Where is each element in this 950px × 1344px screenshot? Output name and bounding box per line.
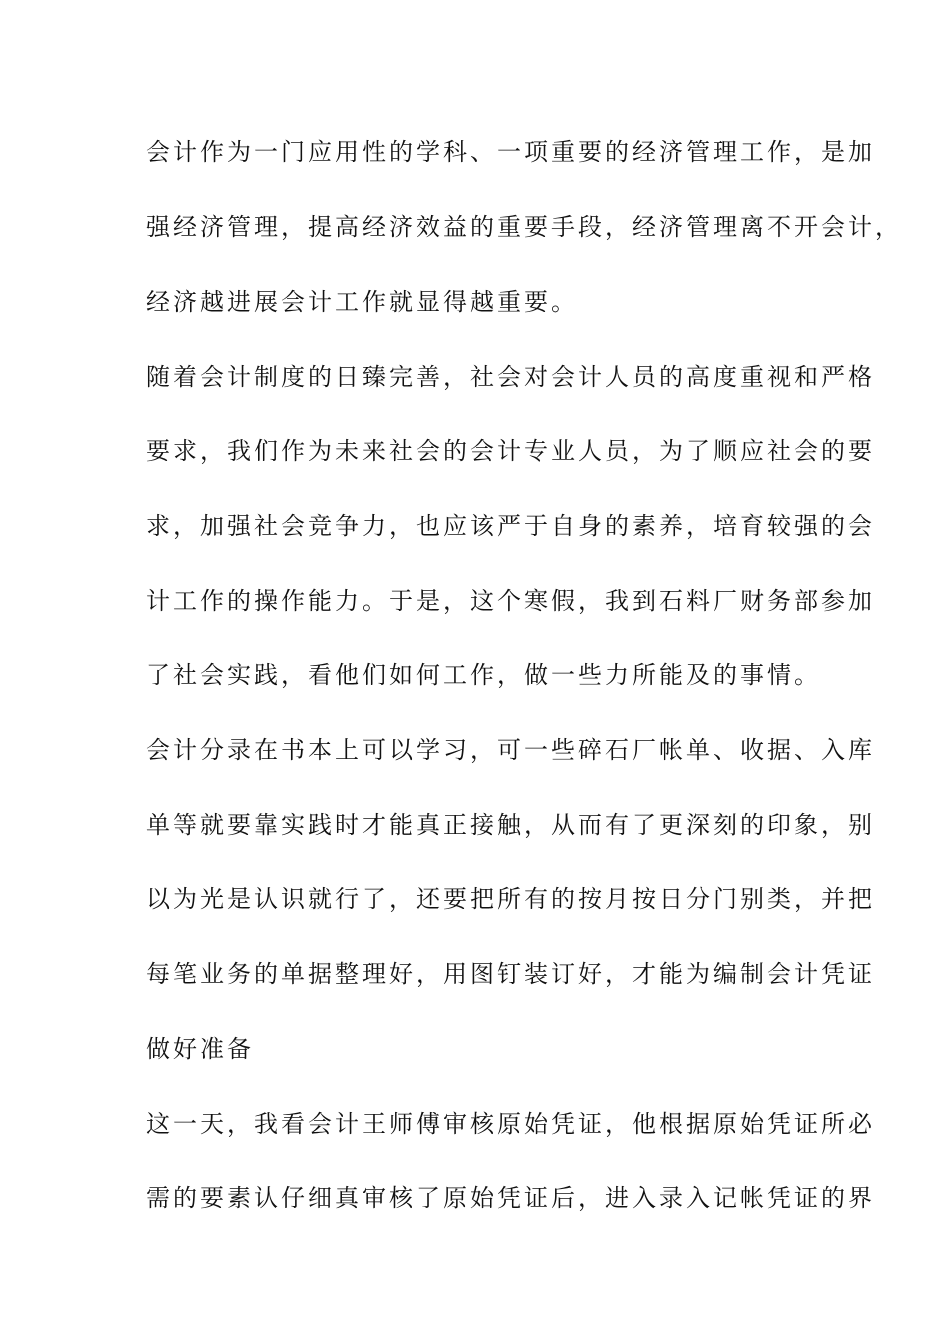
text-line: 要求，我们作为未来社会的会计专业人员，为了顺应社会的要 [146,437,875,465]
text-line: 做好准备 [146,1035,254,1063]
text-line: 强经济管理，提高经济效益的重要手段，经济管理离不开会计， [146,213,902,241]
text-line: 单等就要靠实践时才能真正接触，从而有了更深刻的印象，别 [146,811,875,839]
text-line: 了社会实践，看他们如何工作，做一些力所能及的事情。 [146,661,821,689]
text-line: 经济越进展会计工作就显得越重要。 [146,288,578,316]
text-line: 求，加强社会竞争力，也应该严于自身的素养，培育较强的会 [146,512,875,540]
text-line: 会计作为一门应用性的学科、一项重要的经济管理工作，是加 [146,138,875,166]
text-line: 每笔业务的单据整理好，用图钉装订好，才能为编制会计凭证 [146,960,875,988]
text-line: 这一天，我看会计王师傅审核原始凭证，他根据原始凭证所必 [146,1110,875,1138]
text-line: 随着会计制度的日臻完善，社会对会计人员的高度重视和严格 [146,363,875,391]
text-line: 计工作的操作能力。于是，这个寒假，我到石料厂财务部参加 [146,587,875,615]
text-line: 会计分录在书本上可以学习，可一些碎石厂帐单、收据、入库 [146,736,875,764]
text-line: 以为光是认识就行了，还要把所有的按月按日分门别类，并把 [146,885,875,913]
text-line: 需的要素认仔细真审核了原始凭证后，进入录入记帐凭证的界 [146,1184,875,1212]
